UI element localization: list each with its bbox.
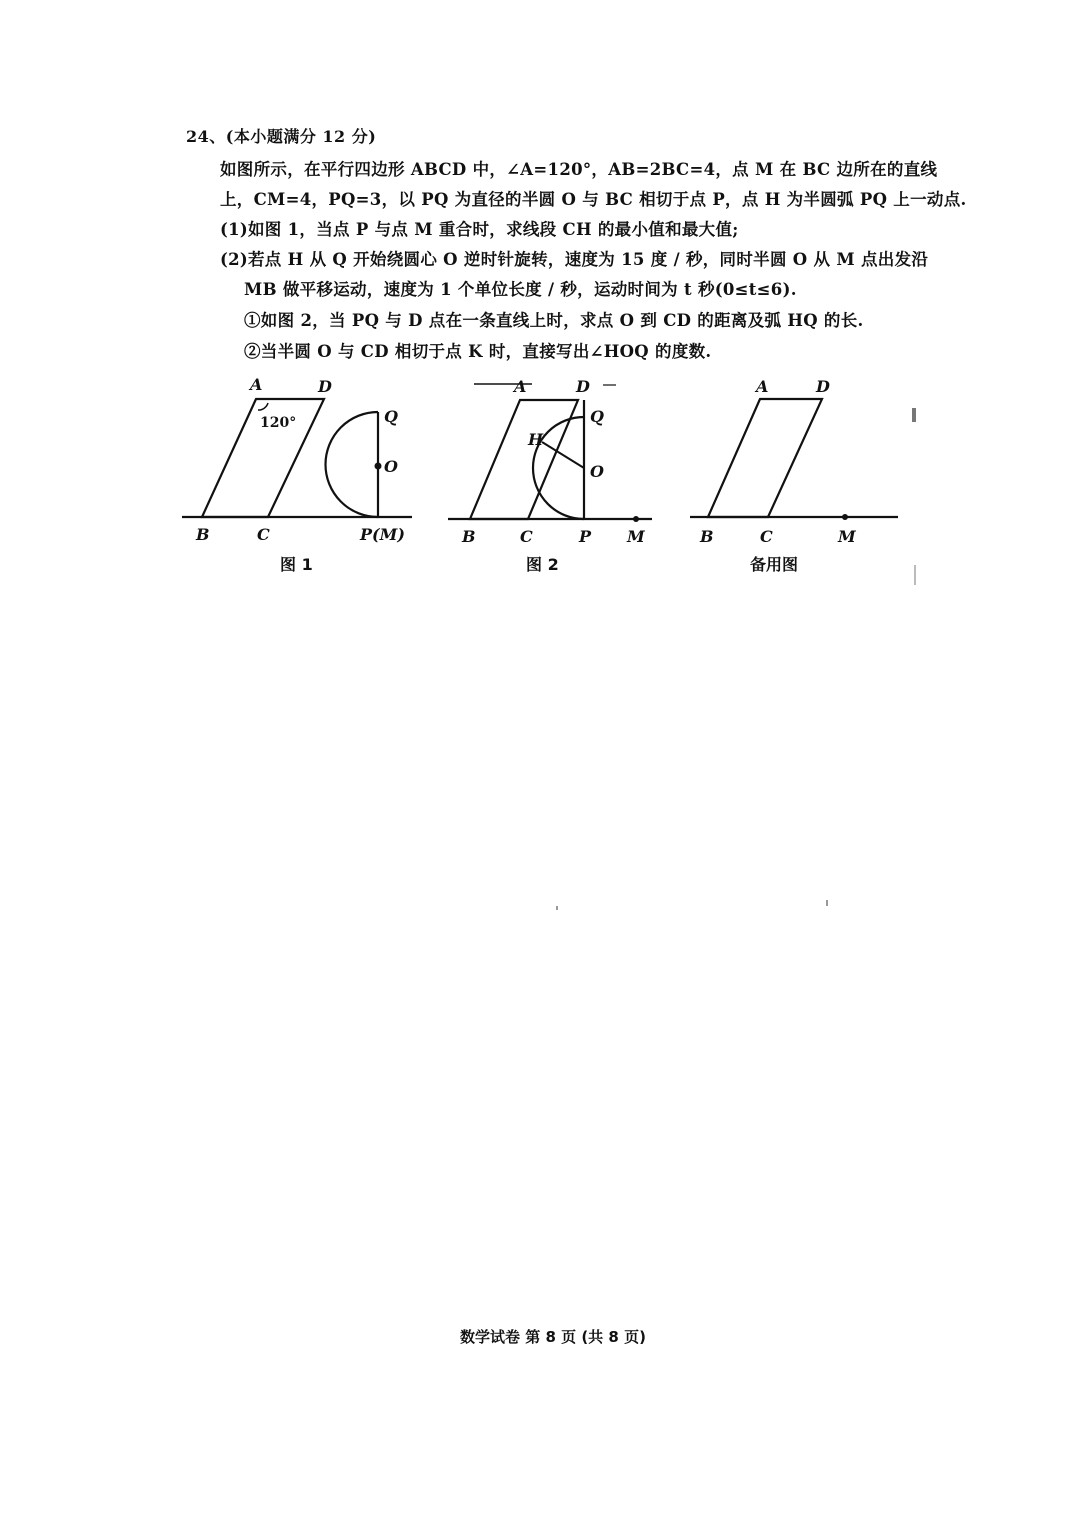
scan-speck (556, 906, 558, 910)
label-d: D (318, 377, 332, 396)
figure-2-diagram (440, 370, 670, 560)
scan-speck (914, 565, 916, 585)
figure-2-caption: 图 2 (526, 555, 559, 574)
label-d: D (816, 377, 830, 396)
parallelogram-abcd (470, 400, 578, 519)
parallelogram-abcd (708, 399, 822, 517)
question-line-1: 如图所示，在平行四边形 ABCD 中，∠A=120°，AB=2BC=4，点 M 在 BC 边所在的直线 (220, 160, 938, 179)
label-q: Q (384, 407, 398, 426)
label-m: M (627, 527, 645, 546)
label-a: A (756, 377, 769, 396)
question-part-2: (2)若点 H 从 Q 开始绕圆心 O 逆时针旋转，速度为 15 度 / 秒，同时半圆 O 从 M 点出发沿 (220, 250, 929, 269)
question-line-2: 上，CM=4，PQ=3，以 PQ 为直径的半圆 O 与 BC 相切于点 P，点 H 为半圆弧 PQ 上一动点. (220, 190, 967, 209)
label-h: H (528, 430, 544, 449)
figure-1-diagram (170, 370, 430, 560)
radius-oh (542, 442, 584, 468)
label-o: O (590, 462, 604, 481)
point-m-dot (842, 514, 848, 520)
question-subpart-1: ①如图 2，当 PQ 与 D 点在一条直线上时，求点 O 到 CD 的距离及弧 HQ 的长. (244, 311, 864, 330)
figure-3-caption: 备用图 (750, 555, 799, 574)
label-a: A (514, 377, 527, 396)
label-c: C (257, 525, 270, 544)
scan-speck (912, 408, 916, 422)
figure-3-diagram (680, 370, 910, 560)
label-b: B (700, 527, 714, 546)
angle-a-arc (258, 403, 268, 410)
question-subpart-2: ②当半圆 O 与 CD 相切于点 K 时，直接写出∠HOQ 的度数. (244, 342, 712, 361)
label-m: M (838, 527, 856, 546)
label-b: B (196, 525, 210, 544)
label-b: B (462, 527, 476, 546)
label-a: A (250, 375, 263, 394)
label-c: C (520, 527, 533, 546)
label-o: O (384, 457, 398, 476)
figure-1-caption: 图 1 (280, 555, 313, 574)
question-part-1: (1)如图 1，当点 P 与点 M 重合时，求线段 CH 的最小值和最大值; (220, 220, 739, 239)
point-m-dot (633, 516, 639, 522)
center-o-dot (375, 463, 382, 470)
label-q: Q (590, 407, 604, 426)
semicircle-o (326, 412, 379, 517)
page-footer: 数学试卷 第 8 页 (共 8 页) (460, 1328, 646, 1346)
label-d: D (576, 377, 590, 396)
label-p-m: P(M) (360, 525, 405, 544)
label-angle-120: 120° (260, 415, 297, 431)
question-header: 24、(本小题满分 12 分) (186, 127, 377, 146)
scan-speck (826, 900, 828, 906)
label-c: C (760, 527, 773, 546)
question-part-2-cont: MB 做平移运动，速度为 1 个单位长度 / 秒，运动时间为 t 秒(0≤t≤6). (244, 280, 797, 299)
label-p: P (579, 527, 592, 546)
